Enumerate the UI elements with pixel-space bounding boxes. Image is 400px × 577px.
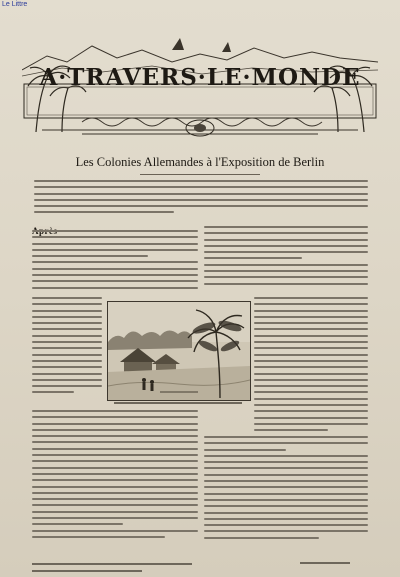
text-line — [204, 505, 368, 507]
left-column-narrow — [32, 297, 102, 398]
text-line — [32, 303, 102, 305]
text-line — [204, 474, 368, 476]
text-line — [32, 385, 102, 387]
illustration-caption — [114, 402, 242, 404]
text-line — [32, 255, 148, 257]
text-line — [254, 429, 328, 431]
text-line — [32, 454, 198, 456]
text-line — [32, 441, 198, 443]
text-line — [32, 297, 102, 299]
right-column — [204, 226, 368, 289]
right-column-narrow — [254, 297, 368, 436]
text-line — [32, 504, 198, 506]
village-engraving — [107, 301, 251, 401]
text-line — [204, 486, 368, 488]
text-line — [254, 335, 368, 337]
text-line — [204, 467, 368, 469]
intro-paragraph — [34, 180, 368, 218]
text-line — [34, 193, 368, 195]
text-line — [204, 524, 368, 526]
left-column-lower — [32, 410, 198, 542]
text-line — [204, 245, 368, 247]
text-line — [32, 429, 198, 431]
text-line — [204, 493, 368, 495]
text-line — [34, 186, 368, 188]
text-line — [32, 328, 102, 330]
left-column — [32, 230, 198, 293]
text-line — [32, 511, 198, 513]
text-line — [204, 537, 319, 539]
site-label[interactable]: Le Littre — [2, 1, 28, 8]
text-line — [32, 280, 198, 282]
text-line — [32, 261, 198, 263]
text-line — [32, 448, 198, 450]
text-line — [32, 523, 123, 525]
illustration-label — [160, 391, 198, 393]
text-line — [204, 512, 368, 514]
text-line — [34, 199, 368, 201]
text-line — [34, 211, 174, 213]
text-line — [32, 423, 198, 425]
text-line — [204, 251, 368, 253]
text-line — [32, 467, 198, 469]
text-line — [32, 379, 102, 381]
text-line — [254, 373, 368, 375]
text-line — [34, 180, 368, 182]
text-line — [254, 341, 368, 343]
text-line — [32, 492, 198, 494]
text-line — [204, 461, 368, 463]
text-line — [32, 322, 102, 324]
text-line — [204, 226, 368, 228]
text-line — [204, 436, 368, 438]
text-line — [204, 264, 368, 266]
text-line — [32, 310, 102, 312]
text-line — [32, 435, 198, 437]
text-line — [32, 243, 198, 245]
text-line — [32, 473, 198, 475]
text-line — [254, 328, 368, 330]
text-line — [204, 283, 368, 285]
text-line — [254, 347, 368, 349]
text-line — [254, 303, 368, 305]
text-line — [32, 416, 198, 418]
text-line — [254, 354, 368, 356]
footnote-line — [32, 570, 142, 572]
text-line — [254, 297, 368, 299]
text-line — [32, 486, 198, 488]
text-line — [254, 391, 368, 393]
text-line — [32, 366, 102, 368]
text-line — [32, 498, 198, 500]
text-line — [254, 385, 368, 387]
text-line — [254, 310, 368, 312]
text-line — [32, 410, 198, 412]
text-line — [32, 460, 198, 462]
text-line — [32, 391, 74, 393]
text-line — [32, 347, 102, 349]
text-line — [32, 341, 102, 343]
text-line — [204, 530, 368, 532]
text-line — [204, 480, 368, 482]
text-line — [254, 322, 368, 324]
text-line — [254, 316, 368, 318]
text-line — [32, 287, 198, 289]
text-line — [32, 316, 102, 318]
text-line — [32, 249, 198, 251]
text-line — [204, 270, 368, 272]
text-line — [204, 276, 368, 278]
text-line — [32, 354, 102, 356]
article-title: Les Colonies Allemandes à l'Exposition de Berlin — [75, 155, 325, 169]
text-line — [254, 423, 368, 425]
right-column-lower — [204, 436, 368, 543]
text-line — [204, 455, 368, 457]
text-line — [204, 257, 302, 259]
footnote-line — [32, 563, 192, 565]
text-line — [254, 398, 368, 400]
text-line — [32, 373, 102, 375]
text-line — [254, 404, 368, 406]
text-line — [32, 517, 198, 519]
text-line — [204, 499, 368, 501]
text-line — [254, 410, 368, 412]
text-line — [32, 360, 102, 362]
text-line — [204, 232, 368, 234]
text-line — [32, 335, 102, 337]
text-line — [204, 442, 368, 444]
text-line — [34, 205, 368, 207]
text-line — [204, 449, 286, 451]
text-line — [254, 366, 368, 368]
title-separator — [140, 174, 260, 175]
text-line — [204, 239, 368, 241]
page-number-line — [300, 562, 350, 564]
text-line — [254, 417, 368, 419]
text-line — [204, 518, 368, 520]
text-line — [254, 360, 368, 362]
text-line — [254, 379, 368, 381]
masthead: A·TRAVERS·LE·MONDE — [39, 64, 361, 91]
text-line — [32, 268, 198, 270]
text-line — [32, 479, 198, 481]
text-line — [32, 274, 198, 276]
text-line — [32, 236, 198, 238]
text-line — [32, 536, 165, 538]
text-line — [32, 230, 198, 232]
text-line — [32, 530, 198, 532]
